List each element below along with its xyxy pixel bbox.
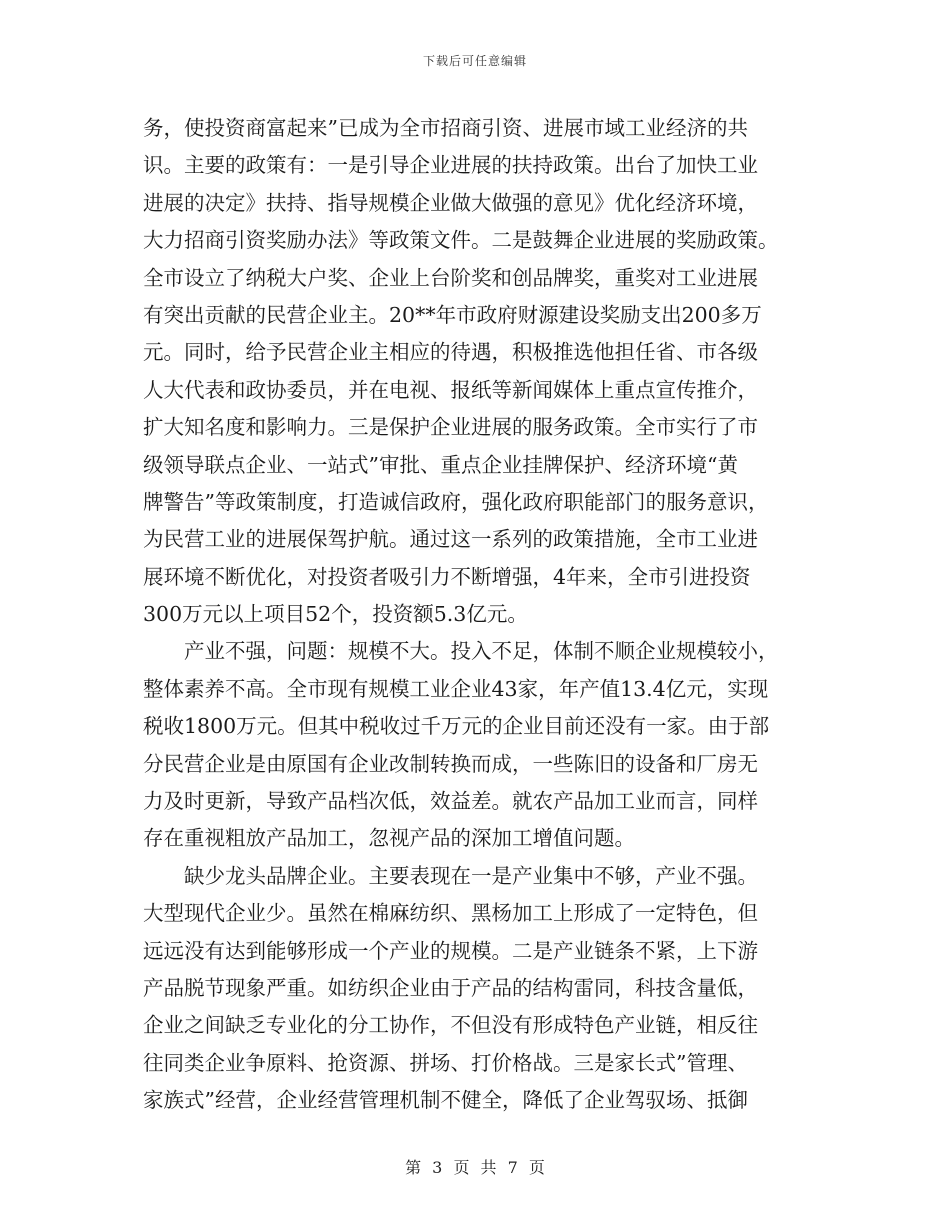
text-line: 元。同时，给予民营企业主相应的待遇，积极推选他担任省、市各级	[143, 340, 758, 365]
text-line: 力及时更新，导致产品档次低，效益差。就农产品加工业而言，同样	[143, 789, 758, 814]
text-line: 务，使投资商富起来”已成为全市招商引资、进展市域工业经济的共	[143, 116, 748, 140]
text-line: 往同类企业争原料、抢资源、拼场、打价格战。三是家长式”管理、	[143, 1050, 748, 1075]
text-line: 税收1800万元。但其中税收过千万元的企业目前还没有一家。由于部	[143, 714, 770, 739]
page-footer: 第 3 页 共 7 页	[405, 1158, 545, 1177]
text-line: 整体素养不高。全市现有规模工业企业43家，年产值13.4亿元，实现	[143, 676, 769, 701]
text-line: 家族式”经营，企业经营管理机制不健全，降低了企业驾驭场、抵御	[143, 1088, 748, 1113]
paragraph-1	[143, 110, 807, 633]
page-header: 下载后可任意编辑	[422, 54, 527, 68]
text-line: 级领导联点企业、一站式”审批、重点企业挂牌保护、经济环境“黄	[143, 452, 738, 477]
text-line: 展环境不断优化，对投资者吸引力不断增强，4年来，全市引进投资	[143, 564, 751, 589]
text-line: 扩大知名度和影响力。三是保护企业进展的服务政策。全市实行了市	[143, 415, 758, 440]
text-line: 产业不强，问题：规模不大。投入不足，体制不顺企业规模较小，	[184, 639, 779, 664]
document-body	[143, 110, 807, 1120]
text-line: 300万元以上项目52个，投资额5.3亿元。	[143, 602, 528, 627]
text-line: 大力招商引资奖励办法》等政策文件。二是鼓舞企业进展的奖励政策。	[143, 228, 779, 253]
paragraph-3	[143, 858, 807, 1120]
text-line: 缺少龙头品牌企业。主要表现在一是产业集中不够，产业不强。	[184, 863, 758, 888]
text-line: 人大代表和政协委员，并在电视、报纸等新闻媒体上重点宣传推介，	[143, 377, 758, 402]
text-line: 为民营工业的进展保驾护航。通过这一系列的政策措施，全市工业进	[143, 527, 758, 552]
text-line: 企业之间缺乏专业化的分工协作，不但没有形成特色产业链，相反往	[143, 1013, 758, 1038]
text-line: 牌警告”等政策制度，打造诚信政府，强化政府职能部门的服务意识，	[143, 489, 769, 514]
text-line: 存在重视粗放产品加工，忽视产品的深加工增值问题。	[143, 826, 635, 851]
paragraph-2	[143, 633, 807, 857]
text-line: 有突出贡献的民营企业主。20**年市政府财源建设奖励支出200多万	[143, 302, 762, 327]
text-line: 分民营企业是由原国有企业改制转换而成，一些陈旧的设备和厂房无	[143, 751, 758, 776]
text-line: 远远没有达到能够形成一个产业的规模。二是产业链条不紧，上下游	[143, 938, 758, 963]
text-line: 全市设立了纳税大户奖、企业上台阶奖和创品牌奖，重奖对工业进展	[143, 265, 758, 290]
text-line: 识。主要的政策有：一是引导企业进展的扶持政策。出台了加快工业	[143, 153, 758, 178]
text-line: 产品脱节现象严重。如纺织企业由于产品的结构雷同，科技含量低，	[143, 975, 758, 1000]
text-line: 进展的决定》扶持、指导规模企业做大做强的意见》优化经济环境，	[143, 190, 758, 215]
text-line: 大型现代企业少。虽然在棉麻纺织、黑杨加工上形成了一定特色，但	[143, 901, 758, 926]
